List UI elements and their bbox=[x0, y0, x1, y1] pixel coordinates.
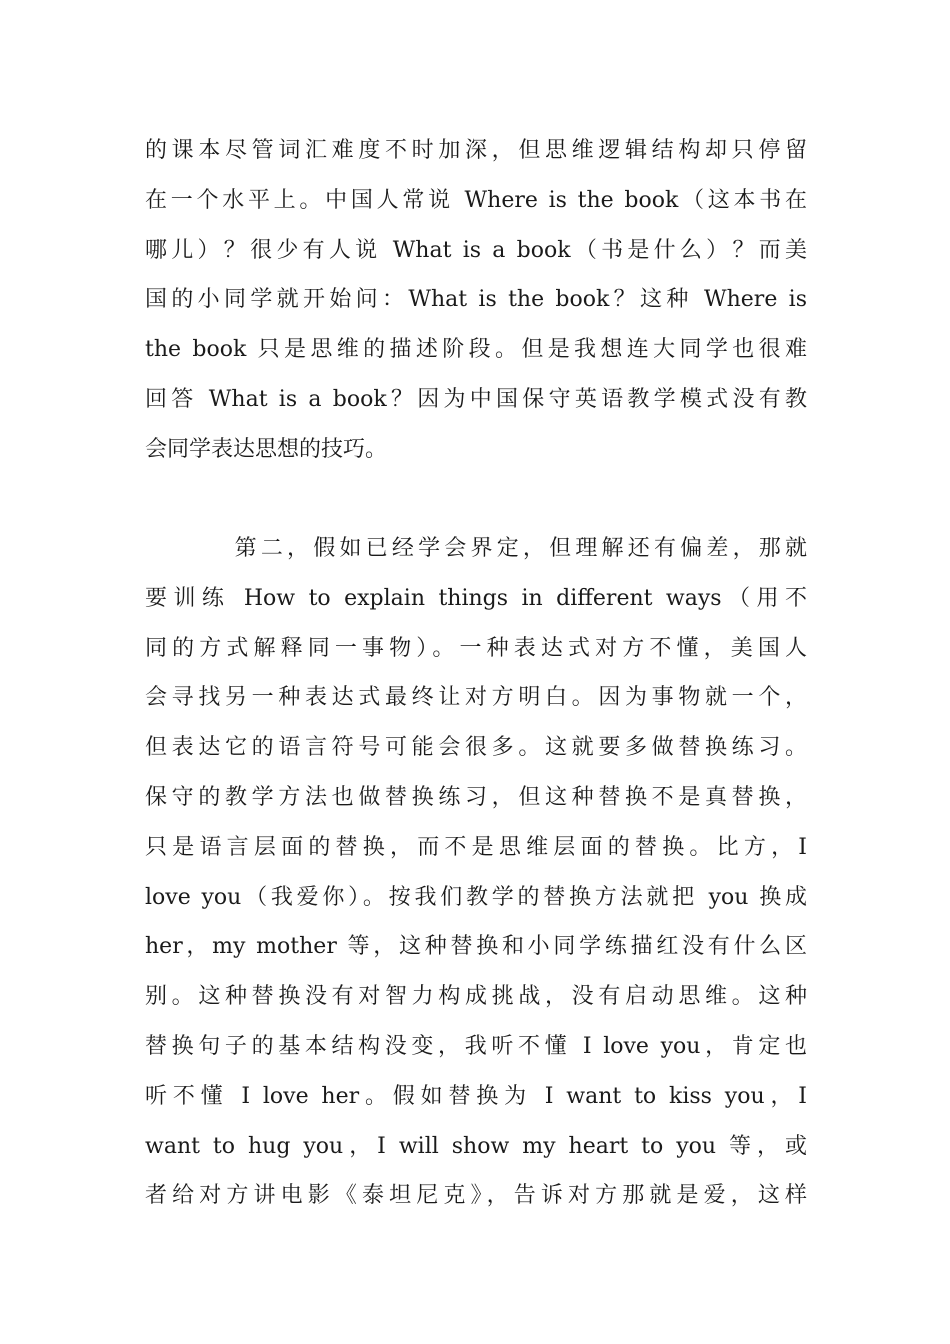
text-line: 第二，假如已经学会界定，但理解还有偏差，那就 bbox=[145, 536, 807, 561]
text-line: 保守的教学方法也做替换练习，但这种替换不是真替换， bbox=[145, 784, 807, 810]
paragraph-2 bbox=[145, 524, 807, 1221]
text-line: 国的小同学就开始问：What is the book？这种 Where is bbox=[145, 287, 807, 313]
text-line: want to hug you，I will show my heart to you 等，或 bbox=[145, 1133, 807, 1159]
text-line: 别。这种替换没有对智力构成挑战，没有启动思维。这种 bbox=[145, 984, 807, 1010]
text-line: love you（我爱你）。按我们教学的替换方法就把 you 换成 bbox=[145, 884, 807, 910]
text-line: 哪儿）？很少有人说 What is a book（书是什么）？而美 bbox=[145, 237, 807, 263]
text-line: 听不懂 I love her。假如替换为 I want to kiss you，I bbox=[145, 1083, 807, 1109]
text-line: 回答 What is a book？因为中国保守英语教学模式没有教 bbox=[145, 386, 807, 412]
text-line: 会寻找另一种表达式最终让对方明白。因为事物就一个， bbox=[145, 685, 807, 711]
text-line: 会同学表达思想的技巧。 bbox=[145, 436, 388, 462]
text-line: 替换句子的基本结构没变，我听不懂 I love you，肯定也 bbox=[145, 1033, 807, 1059]
text-line: 要训练 How to explain things in different ways（用不 bbox=[145, 585, 807, 611]
text-line: 在一个水平上。中国人常说 Where is the book（这本书在 bbox=[145, 187, 807, 213]
text-line: 只是语言层面的替换，而不是思维层面的替换。比方，I bbox=[145, 834, 807, 860]
text-line: the book 只是思维的描述阶段。但是我想连大同学也很难 bbox=[145, 337, 807, 363]
text-line: 的课本尽管词汇难度不时加深，但思维逻辑结构却只停留 bbox=[145, 138, 807, 163]
text-line: 者给对方讲电影《泰坦尼克》，告诉对方那就是爱，这样 bbox=[145, 1183, 807, 1209]
text-line: 同的方式解释同一事物）。一种表达式对方不懂，美国人 bbox=[145, 635, 807, 661]
text-line: 但表达它的语言符号可能会很多。这就要多做替换练习。 bbox=[145, 735, 807, 761]
paragraph-1 bbox=[145, 126, 807, 475]
text-line: her，my mother 等，这种替换和小同学练描红没有什么区 bbox=[145, 934, 807, 960]
